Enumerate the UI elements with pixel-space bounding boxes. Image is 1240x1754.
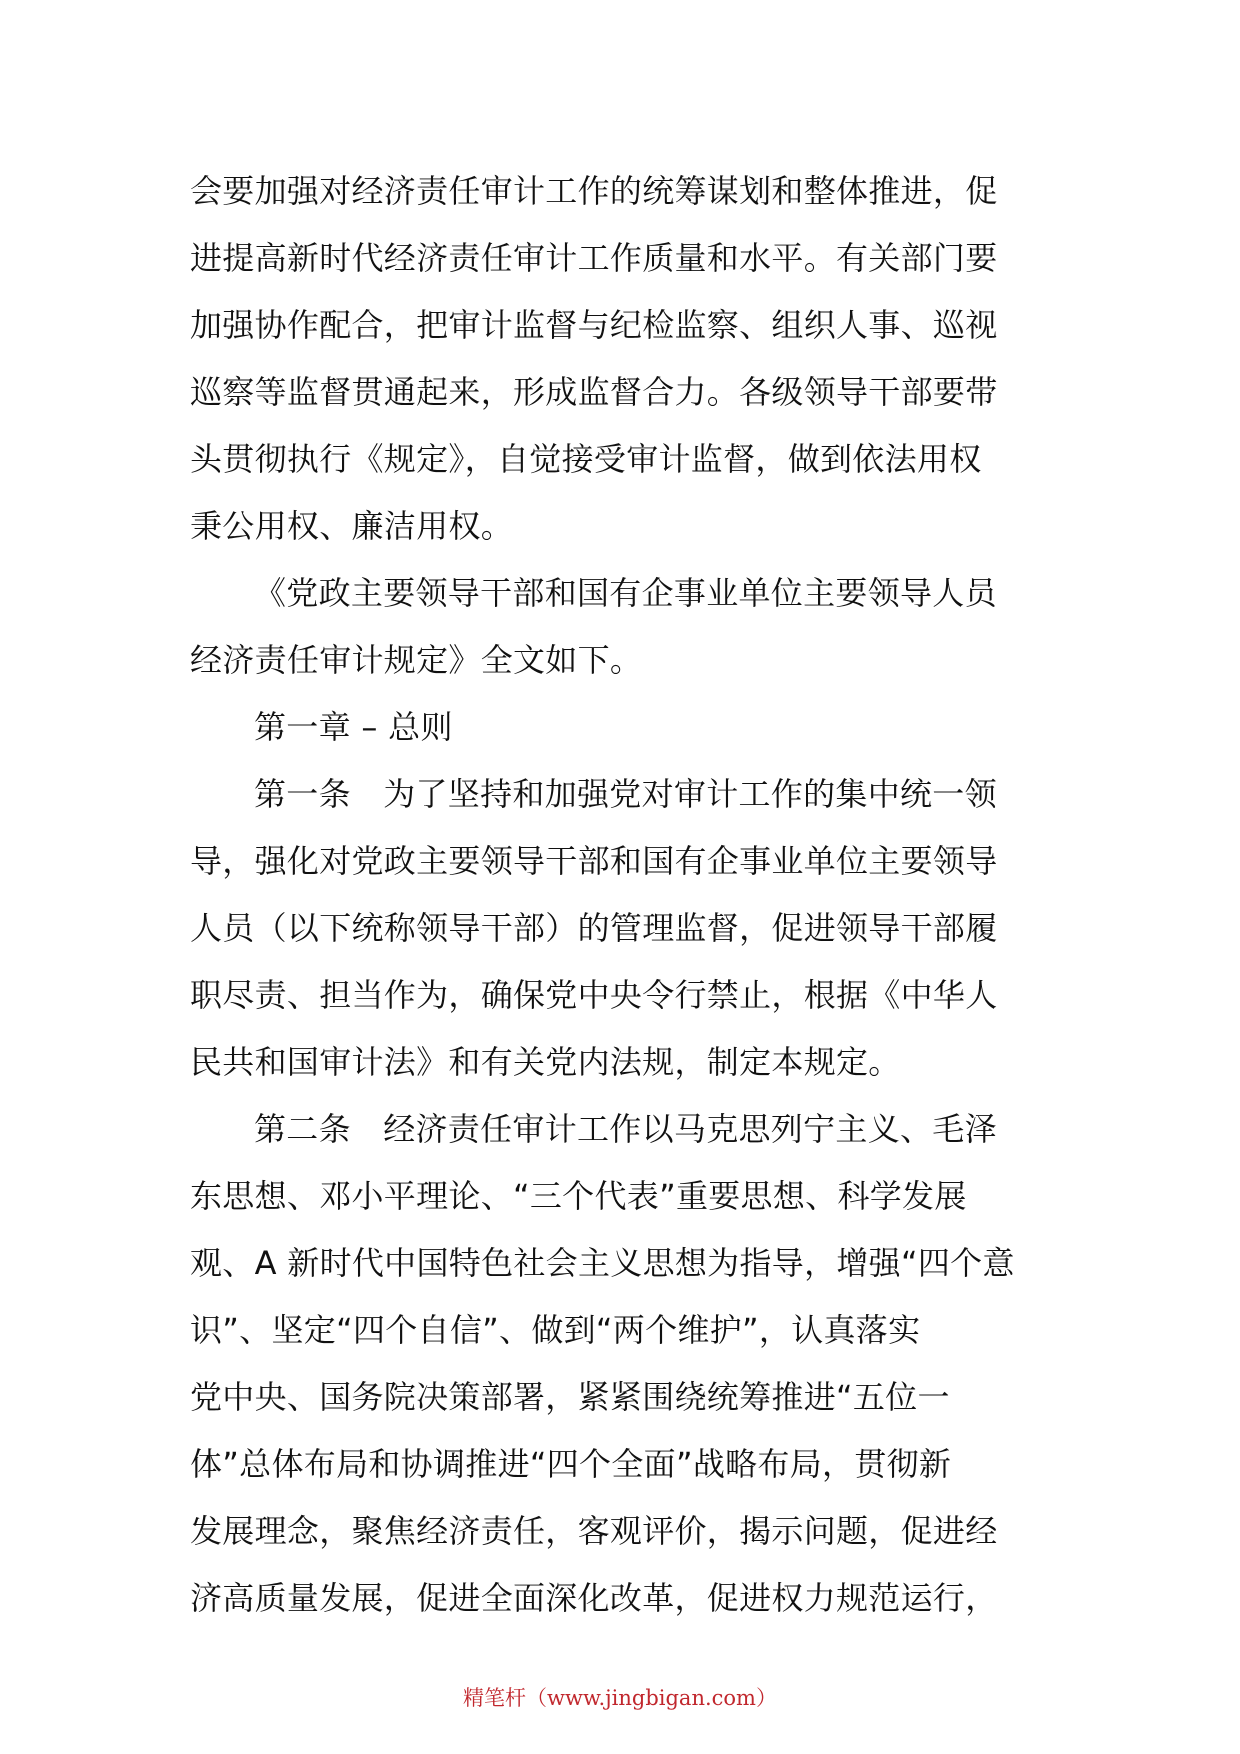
- article-line: 第二条 经济责任审计工作以马克思列宁主义、毛泽: [254, 1110, 997, 1148]
- article-line: 发展理念，聚焦经济责任，客观评价，揭示问题，促进经: [190, 1512, 998, 1550]
- paragraph-line: 《党政主要领导干部和国有企事业单位主要领导人员: [254, 574, 997, 612]
- article-line: 职尽责、担当作为，确保党中央令行禁止，根据《中华人: [190, 976, 998, 1014]
- article-line: 导，强化对党政主要领导干部和国有企事业单位主要领导: [190, 842, 998, 880]
- article-line: 党中央、国务院决策部署，紧紧围绕统筹推进“五位一: [190, 1378, 950, 1416]
- article-line: 第一条 为了坚持和加强党对审计工作的集中统一领: [254, 775, 997, 813]
- article-line: 体”总体布局和协调推进“四个全面”战略布局，贯彻新: [190, 1445, 952, 1483]
- paragraph-line: 进提高新时代经济责任审计工作质量和水平。有关部门要: [190, 239, 998, 277]
- paragraph-line: 经济责任审计规定》全文如下。: [190, 641, 643, 679]
- article-line: 观、A 新时代中国特色社会主义思想为指导，增强“四个意: [190, 1244, 1015, 1282]
- article-line: 民共和国审计法》和有关党内法规，制定本规定。: [190, 1043, 901, 1081]
- chapter-heading: 第一章 – 总则: [254, 708, 453, 746]
- article-line: 人员（以下统称领导干部）的管理监督，促进领导干部履: [190, 909, 998, 947]
- paragraph-line: 会要加强对经济责任审计工作的统筹谋划和整体推进，促: [190, 172, 998, 210]
- article-line: 东思想、邓小平理论、“三个代表”重要思想、科学发展: [190, 1177, 967, 1215]
- document-body: [190, 158, 1060, 1632]
- paragraph-line: 头贯彻执行《规定》，自觉接受审计监督，做到依法用权: [190, 440, 982, 478]
- paragraph-line: 秉公用权、廉洁用权。: [190, 507, 514, 545]
- paragraph-line: 加强协作配合，把审计监督与纪检监察、组织人事、巡视: [190, 306, 998, 344]
- footer-watermark: 精笔杆（www.jingbigan.com）: [463, 1686, 777, 1710]
- paragraph-line: 巡察等监督贯通起来，形成监督合力。各级领导干部要带: [190, 373, 998, 411]
- article-line: 济高质量发展，促进全面深化改革，促进权力规范运行，: [190, 1579, 998, 1617]
- article-line: 识”、坚定“四个自信”、做到“两个维护”，认真落实: [190, 1311, 921, 1349]
